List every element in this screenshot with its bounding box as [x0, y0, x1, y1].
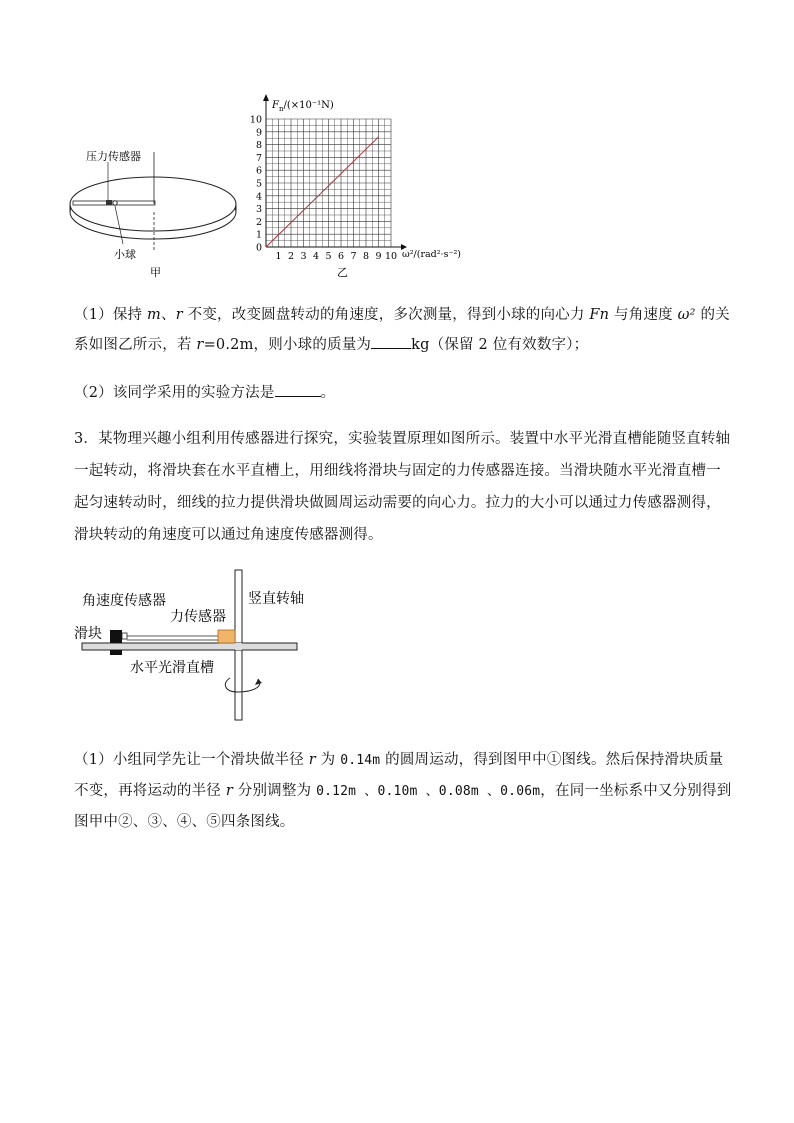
axis-label: 竖直转轴: [248, 591, 304, 607]
y-tick-label: 5: [255, 178, 262, 190]
y-tick-label: 3: [255, 204, 262, 216]
apparatus-figure: [72, 568, 322, 723]
answer-blank-mass[interactable]: [371, 334, 411, 349]
force-sensor-box: [218, 630, 235, 643]
q2-item1: （1）保持 m、r 不变，改变圆盘转动的角速度，多次测量，得到小球的向心力 Fn 与角速度 ω² 的关系如图乙所示，若 r=0.2m，则小球的质量为 kg（保留 2 位有效数字）；: [74, 307, 730, 353]
x-tick-label: 8: [362, 251, 370, 262]
disk-figure: [68, 140, 248, 280]
rotation-arrow: [225, 678, 259, 692]
y-tick-label: 8: [255, 140, 262, 152]
answer-blank-method[interactable]: [275, 382, 321, 397]
groove-label: 水平光滑直槽: [130, 660, 214, 676]
disk-caption: 甲: [150, 266, 161, 279]
ball-label: 小球: [114, 248, 136, 261]
x-tick-label: 1: [275, 251, 282, 262]
x-tick-label: 6: [337, 251, 345, 262]
y-tick-label: 2: [255, 216, 262, 228]
x-tick-label: 7: [350, 251, 357, 262]
horizontal-groove: [82, 643, 297, 650]
pressure-sensor-label: 压力传感器: [86, 150, 141, 163]
x-tick-label: 4: [312, 251, 320, 262]
y-tick-label: 7: [255, 152, 262, 164]
y-tick-label: 0: [255, 242, 262, 254]
y-axis-arrow: [263, 94, 269, 101]
slider-label: 滑块: [74, 626, 102, 642]
y-tick-label: 9: [255, 127, 262, 139]
y-tick-label: 4: [255, 191, 262, 203]
q2-item2: （2）该同学采用的实验方法是 。: [74, 378, 734, 408]
q3-item1: （1）小组同学先让一个滑块做半径 r 为 0.14m 的圆周运动，得到图甲中①图线。然后保持滑块质量不变，再将运动的半径 r 分别调整为 0.12m 、0.10m 、0.08m 、0.06m，在同一坐标系中又分别得到图甲中②、③、④、⑤四条图线。: [74, 752, 732, 830]
pressure-sensor: [106, 200, 112, 205]
x-tick-label: 9: [375, 251, 382, 262]
angular-sensor-box: [122, 633, 127, 639]
graph-xlabel: ω²/(rad²·s⁻²): [402, 249, 461, 260]
fn-omega-graph: [250, 92, 470, 282]
y-tick-label: 6: [255, 165, 262, 177]
x-tick-label: 10: [384, 251, 398, 262]
y-tick-label: 1: [255, 229, 262, 241]
y-tick-label: 10: [250, 114, 262, 126]
x-tick-label: 3: [300, 251, 307, 262]
graph-caption: 乙: [337, 266, 348, 279]
x-tick-label: 2: [287, 251, 295, 262]
angular-sensor-label: 角速度传感器: [82, 593, 166, 609]
q3-intro: 3．某物理兴趣小组利用传感器进行探究，实验装置原理如图所示。装置中水平光滑直槽能随竖直转轴一起转动，将滑块套在水平直槽上，用细线将滑块与固定的力传感器连接。当滑块随水平光滑直槽一起匀速转动时，细线的拉力提供滑块做圆周运动需要的向心力。拉力的大小可以通过力传感器测得，滑块转动的角速度可以通过角速度传感器测得。: [74, 431, 731, 543]
graph-ylabel: $F_n/(\times 10^{-1}N)$: [272, 100, 334, 113]
graph-grid: [266, 119, 391, 247]
ball: [113, 201, 117, 205]
force-sensor-label: 力传感器: [170, 609, 226, 625]
x-tick-label: 5: [325, 251, 332, 262]
slider-block: [110, 630, 122, 643]
